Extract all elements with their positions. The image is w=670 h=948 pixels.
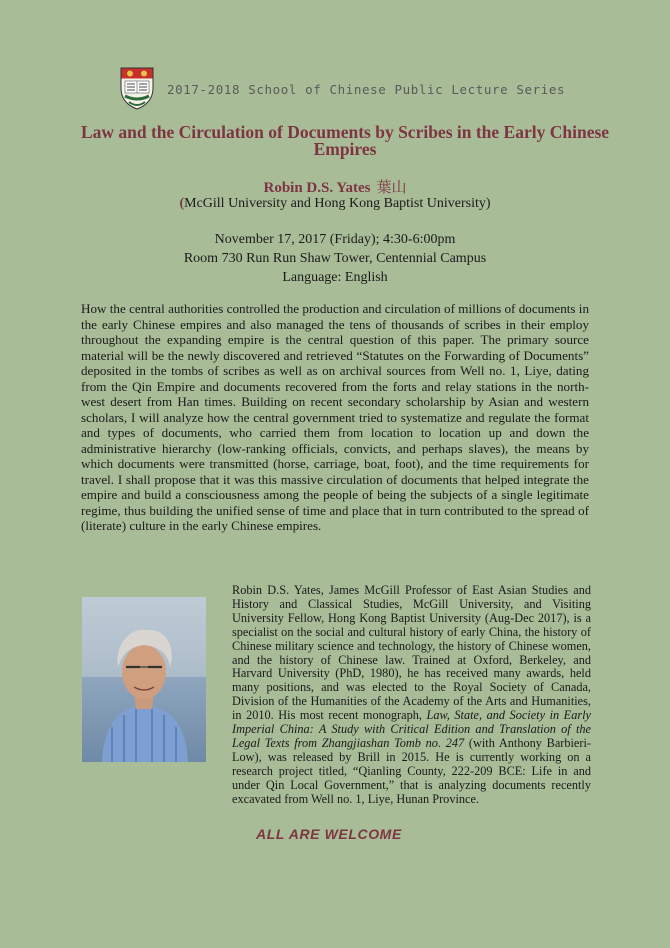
lecture-series-header — [119, 66, 565, 110]
welcome-message: ALL ARE WELCOME — [256, 826, 402, 842]
speaker-name: Robin D.S. Yates — [263, 180, 371, 196]
event-language: Language: English — [282, 270, 388, 285]
lecture-title: Law and the Circulation of Documents by Scribes in the Early Chinese Empires — [80, 122, 610, 159]
speaker-biography — [232, 583, 591, 806]
bio-paragraph — [232, 584, 591, 807]
speaker-chinese-name: 葉山 — [376, 180, 407, 196]
event-details — [0, 230, 670, 287]
speaker-photo — [82, 597, 206, 762]
lecture-abstract — [81, 301, 589, 534]
bio-text-part1: Robin D.S. Yates, James McGill Professor of East Asian Studies and History and Classical Studies, McGill University, and Visiting University Fellow, Hong Kong Baptist University (Aug-Dec 2017), is a specialist on the social and cultural history of early China, the history of Chinese military science and technology, the history of Chinese women, and the history of Chinese law. Trained at Oxford, Berkeley, and Harvard University (PhD, 1980), he has received many awards, held many positions, and was elected to the Royal Society of Canada, Division of the Humanities of the Academy of the Arts and Humanities, in 2010. His most recent monograph, — [232, 583, 591, 723]
affiliation-text: McGill University and Hong Kong Baptist University) — [184, 196, 491, 211]
event-venue: Room 730 Run Run Shaw Tower, Centennial Campus — [183, 251, 487, 266]
bio-text-part2: (with Anthony Barbieri-Low), was released by Brill in 2015. He is currently working on a research project titled, “Qianling County, 222-209 BCE: Life in and under Qin Local Government,” that is analyzing documents recently excavated from Well no. 1, Liye, Hunan Province. — [232, 735, 591, 806]
bio-book-title: Law, State, and Society in Early Imperial China: A Study with Critical Edition and Translation of the Legal Texts from Zhangjiashan Tomb no. 247 — [232, 708, 591, 750]
speaker-line — [0, 176, 670, 197]
event-date-time: November 17, 2017 (Friday); 4:30-6:00pm — [214, 232, 456, 247]
university-crest-logo — [119, 66, 155, 110]
lecture-series-title: 2017-2018 School of Chinese Public Lecture Series — [167, 81, 566, 97]
speaker-affiliation — [0, 196, 670, 212]
affiliation-open-paren: ( — [179, 196, 185, 211]
abstract-paragraph: How the central authorities controlled the production and circulation of millions of documents in the early Chinese empires and also managed the tens of thousands of scribes in their employ throughout the expanding empire is the central question of this paper. The primary source material will be the newly discovered and retrieved “Statutes on the Forwarding of Documents” deposited in the tombs of scribes as well as on archival sources from Well no. 1, Liye, dating from the Qin Empire and documents recovered from the forts and relay stations in the north-west desert from Han times. Building on recent secondary scholarship by Asian and western scholars, I will analyze how the central government tried to systematize and regulate the format and types of documents, who carried them from location to location up and down the administrative hierarchy (low-ranking officials, convicts, and perhaps slaves), the means by which documents were transmitted (horse, carriage, boat, foot), and the time requirements for travel. I shall propose that it was this massive circulation of documents that helped integrate the empire and build a consciousness among the people of being the subjects of a single legitimate regime, thus building the unified sense of time and place that in turn contributed to the spread of (literate) culture in the early Chinese empires. — [81, 301, 589, 533]
speaker-portrait-image — [82, 597, 206, 762]
